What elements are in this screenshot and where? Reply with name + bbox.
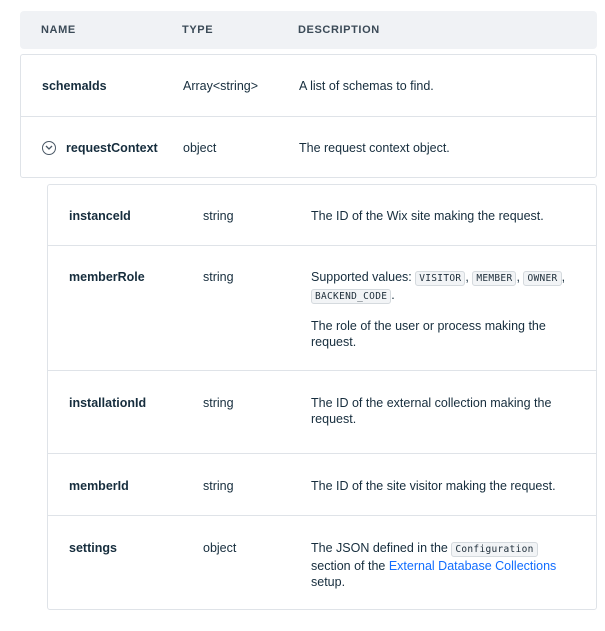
param-type: string — [203, 396, 234, 410]
param-type: object — [183, 141, 217, 155]
code-value-owner: OWNER — [523, 271, 561, 286]
nested-parameters-table — [47, 184, 597, 610]
table-row-schemaIds — [21, 55, 596, 117]
param-type: string — [203, 209, 234, 223]
separator: , — [465, 270, 469, 284]
code-value-backend-code: BACKEND_CODE — [311, 289, 391, 304]
table-row-instanceId — [48, 185, 596, 246]
param-name: requestContext — [66, 141, 158, 155]
param-type: Array<string> — [183, 79, 259, 93]
param-description — [311, 269, 581, 350]
param-name: installationId — [69, 396, 147, 410]
parameters-table — [20, 54, 597, 178]
param-description: The request context object. — [299, 141, 450, 155]
param-description: A list of schemas to find. — [299, 79, 434, 93]
table-row-installationId — [48, 371, 596, 454]
settings-text: The JSON defined in the — [311, 541, 448, 555]
column-header-description: DESCRIPTION — [298, 24, 380, 36]
role-note: The role of the user or process making the request. — [311, 319, 546, 349]
param-name: settings — [69, 541, 117, 555]
settings-text: setup. — [311, 575, 346, 589]
supported-values-label: Supported values: — [311, 270, 412, 284]
code-value-configuration: Configuration — [451, 542, 537, 557]
param-description: The ID of the external collection making the request. — [311, 396, 552, 426]
supported-values — [311, 269, 581, 305]
column-header-name: NAME — [41, 24, 76, 36]
param-description: The ID of the site visitor making the request. — [311, 479, 556, 493]
external-database-collections-link[interactable]: External Database Collections — [388, 559, 557, 573]
column-header-type: TYPE — [182, 24, 214, 36]
table-row-memberId — [48, 454, 596, 516]
settings-text: section of the — [311, 559, 386, 573]
param-name: instanceId — [69, 209, 131, 223]
param-name: memberRole — [69, 270, 145, 284]
param-type: string — [203, 479, 234, 493]
param-type: object — [203, 541, 237, 555]
code-value-member: MEMBER — [472, 271, 516, 286]
table-row-requestContext — [21, 117, 596, 178]
table-header — [20, 11, 597, 49]
terminator: . — [391, 288, 395, 302]
param-description — [311, 540, 566, 590]
separator: , — [561, 270, 566, 284]
chevron-down-icon — [45, 145, 53, 151]
param-type: string — [203, 270, 234, 284]
separator: , — [516, 270, 520, 284]
table-row-memberRole — [48, 246, 596, 371]
code-value-visitor: VISITOR — [415, 271, 465, 286]
expand-toggle-button[interactable] — [42, 141, 56, 155]
table-row-settings — [48, 516, 596, 610]
param-name: memberId — [69, 479, 129, 493]
param-description: The ID of the Wix site making the request. — [311, 209, 544, 223]
param-name: schemaIds — [42, 79, 107, 93]
